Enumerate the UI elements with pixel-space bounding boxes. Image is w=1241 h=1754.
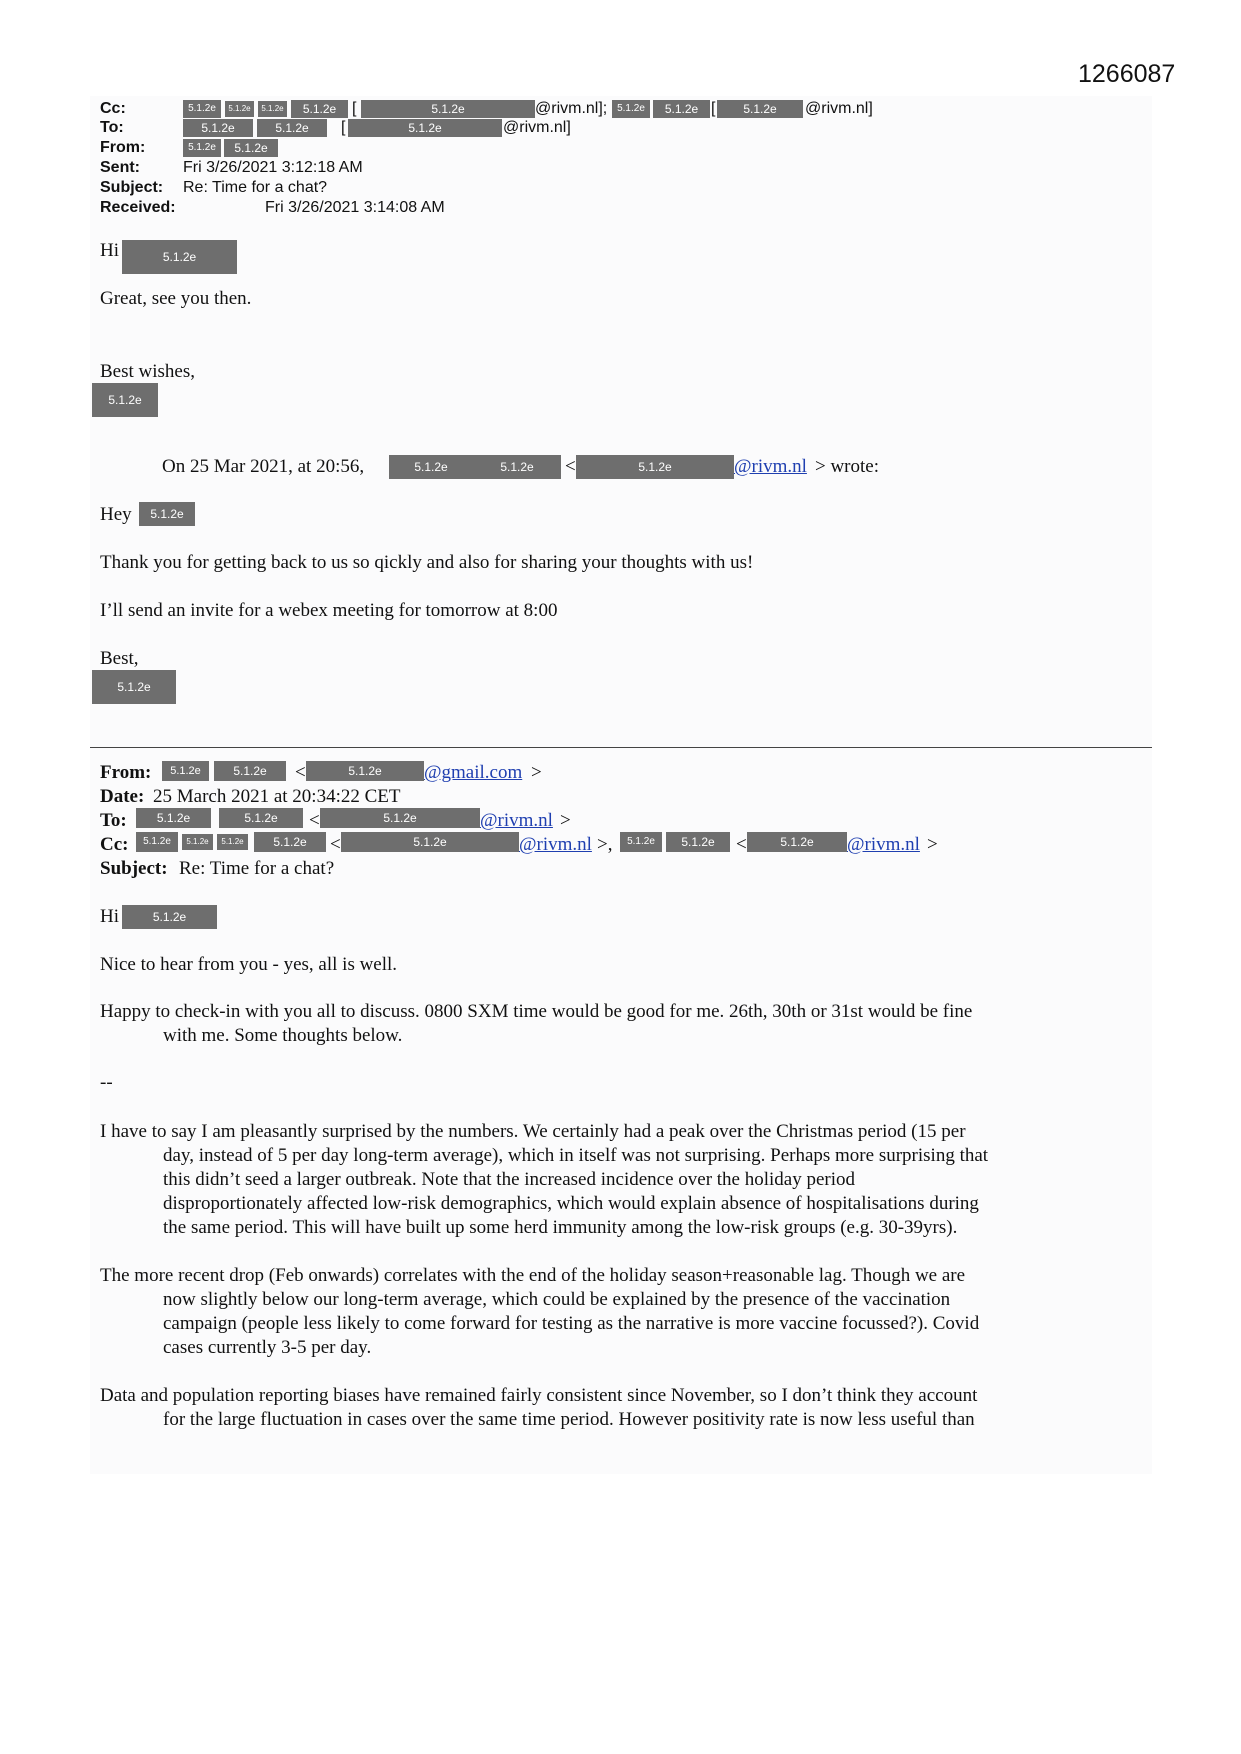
- fwd-subject-value: Re: Time for a chat?: [179, 858, 335, 879]
- greeting-text: Hi: [100, 240, 119, 261]
- bracket-text: [: [352, 100, 357, 117]
- paragraph-availability: [100, 1000, 972, 1048]
- subject-label: Subject:: [100, 179, 164, 196]
- lt-symbol: <: [295, 762, 306, 783]
- fwd-date-label: Date:: [100, 786, 145, 807]
- paragraph-line: with me. Some thoughts below.: [163, 1025, 403, 1046]
- header-subject-row: [100, 179, 1150, 199]
- paragraph-line: for the large fluctuation in cases over the same time period. However positivity rate is now less useful than: [163, 1409, 975, 1430]
- redaction-box: 5.1.2e: [258, 101, 287, 117]
- header-sent-row: [100, 159, 1150, 179]
- separator-dashes: --: [100, 1072, 113, 1093]
- quoted-intro-suffix: > wrote:: [815, 456, 880, 477]
- cc-label: Cc:: [100, 100, 126, 117]
- received-label: Received:: [100, 199, 176, 216]
- header-to-row: [100, 119, 1150, 139]
- redaction-box: 5.1.2e: [257, 119, 327, 137]
- body-line: I’ll send an invite for a webex meeting for tomorrow at 8:00: [100, 600, 558, 621]
- paragraph-first-line: Happy to check-in with you all to discuss. 0800 SXM time would be good for me. 26th, 30th or 31st would be fine: [100, 1001, 973, 1022]
- email-link[interactable]: @rivm.nl: [734, 456, 807, 477]
- redaction-box: 5.1.2e: [92, 670, 176, 704]
- fwd-cc-label: Cc:: [100, 834, 129, 855]
- paragraph-line: now slightly below our long-term average, which could be explained by the presence of the vaccination: [163, 1289, 951, 1310]
- fwd-to-label: To:: [100, 810, 127, 831]
- redaction-box: 5.1.2e: [473, 455, 561, 479]
- subject-value: Re: Time for a chat?: [183, 179, 328, 196]
- bracket-text: [: [341, 119, 346, 136]
- from-label: From:: [100, 139, 146, 156]
- header-cc-row: [100, 100, 1150, 120]
- redaction-box: 5.1.2e: [122, 240, 237, 274]
- redaction-box: 5.1.2e: [92, 383, 158, 417]
- quoted-intro-prefix: On 25 Mar 2021, at 20:56,: [162, 456, 365, 477]
- fwd-subject-label: Subject:: [100, 858, 168, 879]
- redaction-box: 5.1.2e: [136, 808, 211, 828]
- greeting-text: Hey: [100, 504, 132, 525]
- paragraph-line: campaign (people less likely to come forward for testing as the narrative is more vaccine focussed?). Covid: [163, 1313, 980, 1334]
- sent-label: Sent:: [100, 159, 140, 176]
- bracket-text: [: [711, 100, 716, 117]
- paragraph-recent-drop: [100, 1264, 979, 1360]
- email-link[interactable]: @gmail.com: [424, 762, 523, 783]
- body-line: Great, see you then.: [100, 288, 252, 309]
- redaction-box: 5.1.2e: [620, 832, 662, 852]
- received-value: Fri 3/26/2021 3:14:08 AM: [265, 199, 445, 216]
- redaction-box: 5.1.2e: [254, 832, 326, 852]
- gt-symbol: >: [531, 762, 542, 783]
- redaction-box: 5.1.2e: [612, 100, 650, 118]
- redaction-box: 5.1.2e: [217, 834, 248, 850]
- redaction-box: 5.1.2e: [183, 139, 221, 157]
- signoff-text: Best,: [100, 648, 139, 669]
- lt-symbol: <: [736, 834, 747, 855]
- redaction-box: 5.1.2e: [361, 100, 535, 118]
- email-link[interactable]: @rivm.nl: [480, 810, 553, 831]
- redaction-box: 5.1.2e: [122, 905, 217, 929]
- lt-symbol: <: [309, 810, 320, 831]
- paragraph-line: the same period. This will have built up some herd immunity among the low-risk groups (e.g. 30-39yrs).: [163, 1217, 958, 1238]
- paragraph-first-line: Data and population reporting biases have remained fairly consistent since November, so I don’t think they account: [100, 1385, 978, 1406]
- redaction-box: 5.1.2e: [224, 139, 278, 157]
- separator-text: >,: [597, 834, 613, 855]
- greeting-text: Hi: [100, 906, 119, 927]
- sent-value: Fri 3/26/2021 3:12:18 AM: [183, 159, 363, 176]
- signoff-text: Best wishes,: [100, 361, 195, 382]
- email-domain-text: @rivm.nl];: [535, 100, 608, 117]
- email-link[interactable]: @rivm.nl: [519, 834, 592, 855]
- body-line: Thank you for getting back to us so qickly and also for sharing your thoughts with us!: [100, 552, 754, 573]
- redaction-box: 5.1.2e: [139, 502, 195, 526]
- lt-symbol: <: [565, 456, 576, 477]
- redaction-box: 5.1.2e: [747, 832, 847, 852]
- redaction-box: 5.1.2e: [182, 834, 213, 850]
- redaction-box: 5.1.2e: [389, 455, 473, 479]
- redaction-box: 5.1.2e: [320, 808, 480, 828]
- redaction-box: 5.1.2e: [183, 119, 253, 137]
- redaction-box: 5.1.2e: [219, 808, 303, 828]
- email-domain-text: @rivm.nl]: [503, 119, 571, 136]
- redaction-box: 5.1.2e: [214, 761, 286, 781]
- email-domain-text: @rivm.nl]: [805, 100, 873, 117]
- redaction-box: 5.1.2e: [717, 100, 803, 118]
- paragraph-line: disproportionately affected low-risk demographics, which would explain absence of hospitalisations during: [163, 1193, 979, 1214]
- paragraph-data-biases: [100, 1384, 977, 1432]
- redaction-box: 5.1.2e: [183, 100, 221, 118]
- header-received-row: [100, 199, 1150, 219]
- paragraph-numbers: [100, 1120, 988, 1240]
- body-line: Nice to hear from you - yes, all is well.: [100, 954, 398, 975]
- redaction-box: 5.1.2e: [348, 119, 502, 137]
- to-label: To:: [100, 119, 124, 136]
- redaction-box: 5.1.2e: [666, 832, 730, 852]
- separator-rule: [90, 747, 1152, 748]
- redaction-box: 5.1.2e: [341, 832, 519, 852]
- redaction-box: 5.1.2e: [306, 761, 424, 781]
- header-from-row: [100, 139, 1150, 159]
- lt-symbol: <: [330, 834, 341, 855]
- paragraph-first-line: I have to say I am pleasantly surprised by the numbers. We certainly had a peak over the Christmas period (15 per: [100, 1121, 966, 1142]
- redaction-box: 5.1.2e: [225, 101, 254, 117]
- document-number: 1266087: [1078, 60, 1176, 88]
- redaction-box: 5.1.2e: [653, 100, 710, 118]
- email-link[interactable]: @rivm.nl: [847, 834, 920, 855]
- gt-symbol: >: [560, 810, 571, 831]
- paragraph-line: this didn’t seed a larger outbreak. Note that the increased incidence over the holiday period: [163, 1169, 856, 1190]
- paragraph-line: day, instead of 5 per day long-term average), which in itself was not surprising. Perhaps more surprising that: [163, 1145, 989, 1166]
- redaction-box: 5.1.2e: [136, 832, 178, 852]
- fwd-from-label: From:: [100, 762, 152, 783]
- redaction-box: 5.1.2e: [576, 455, 734, 479]
- gt-symbol: >: [927, 834, 938, 855]
- redaction-box: 5.1.2e: [291, 100, 348, 118]
- fwd-date-value: 25 March 2021 at 20:34:22 CET: [153, 786, 401, 807]
- paragraph-first-line: The more recent drop (Feb onwards) correlates with the end of the holiday season+reasonable lag. Though we are: [100, 1265, 966, 1286]
- paragraph-line: cases currently 3-5 per day.: [163, 1337, 372, 1358]
- redaction-box: 5.1.2e: [162, 761, 209, 781]
